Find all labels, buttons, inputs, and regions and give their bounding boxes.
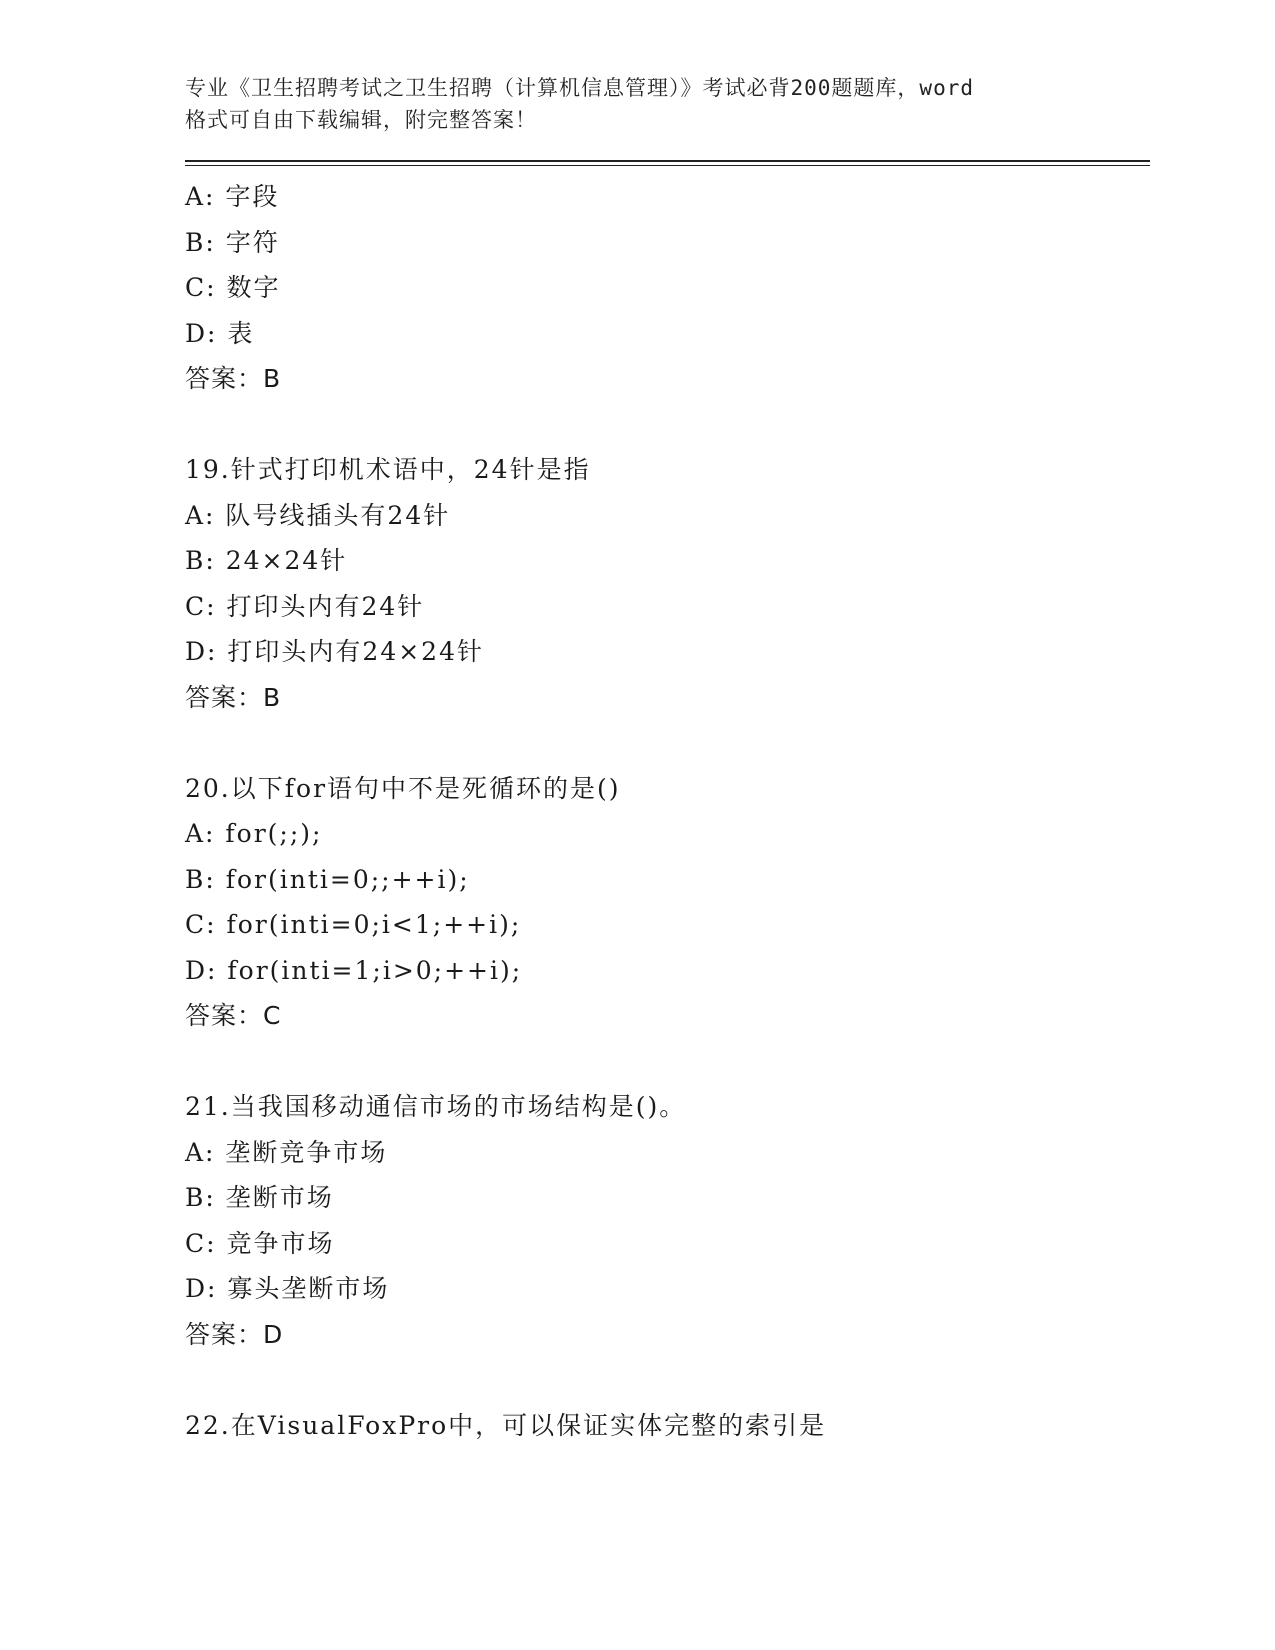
option-d: D: for(inti=1;i>0;++i); [185, 955, 523, 985]
header-divider [185, 160, 1150, 166]
question-21 [185, 1084, 1150, 1357]
answer: 答案：D [185, 1319, 284, 1349]
answer: 答案：B [185, 364, 282, 393]
question-title: 22.在VisualFoxPro中，可以保证实体完整的索引是 [185, 1410, 827, 1440]
option-c: C: 数字 [185, 273, 281, 302]
question-22 [185, 1403, 1150, 1449]
option-b: B: 垄断市场 [185, 1183, 334, 1212]
spacer [185, 1357, 1150, 1403]
option-d: D: 表 [185, 318, 255, 348]
header-line-1: 专业《卫生招聘考试之卫生招聘（计算机信息管理）》考试必背200题题库，word [185, 76, 974, 100]
option-b: B: for(inti=0;;++i); [185, 864, 470, 894]
answer: 答案：B [185, 682, 282, 712]
document-page [185, 72, 1150, 1448]
spacer [185, 720, 1150, 766]
question-20 [185, 766, 1150, 1039]
answer: 答案：C [185, 1001, 282, 1030]
option-c: C: 竞争市场 [185, 1228, 335, 1258]
spacer [185, 402, 1150, 448]
option-a: A: for(;;); [185, 819, 323, 848]
option-d: D: 寡头垄断市场 [185, 1274, 390, 1303]
option-d: D: 打印头内有24×24针 [185, 637, 484, 666]
question-title: 20.以下for语句中不是死循环的是() [185, 773, 621, 803]
document-header [185, 72, 1085, 136]
question-18-options [185, 174, 1150, 402]
option-a: A: 垄断竞争市场 [185, 1137, 388, 1167]
question-title: 21.当我国移动通信市场的市场结构是()。 [185, 1092, 687, 1121]
option-a: A: 队号线插头有24针 [185, 500, 451, 530]
spacer [185, 1039, 1150, 1085]
option-b: B: 24×24针 [185, 546, 348, 575]
question-19 [185, 447, 1150, 720]
header-line-2: 格式可自由下载编辑，附完整答案！ [185, 108, 537, 132]
option-b: B: 字符 [185, 227, 280, 257]
question-title: 19.针式打印机术语中，24针是指 [185, 455, 591, 484]
option-c: C: for(inti=0;i<1;++i); [185, 910, 522, 939]
option-a: A: 字段 [185, 182, 280, 211]
option-c: C: 打印头内有24针 [185, 591, 425, 621]
